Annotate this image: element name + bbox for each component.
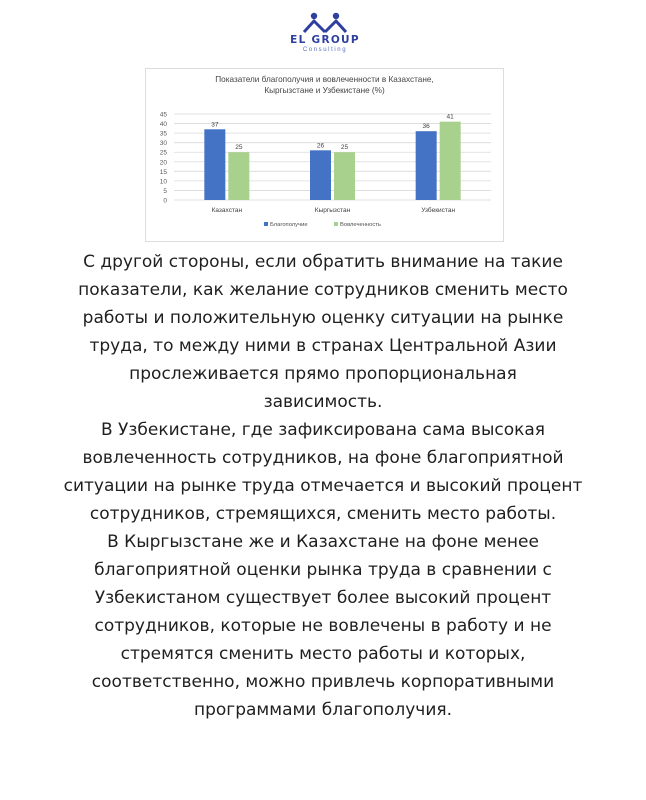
text-line: зависимость.	[263, 392, 383, 412]
y-tick-label: 30	[159, 140, 167, 148]
text-line: показатели, как желание сотрудников сменить место	[78, 280, 568, 300]
data-label: 37	[211, 121, 219, 129]
y-tick-label: 15	[159, 168, 167, 176]
paragraph	[38, 248, 608, 416]
y-tick-label: 45	[159, 111, 167, 119]
text-line: благоприятной оценки рынка труда в сравнении с	[94, 560, 552, 580]
bar	[416, 131, 437, 200]
text-line: вовлеченность сотрудников, на фоне благоприятной	[82, 448, 564, 468]
text-line: сотрудников, стремящихся, сменить место работы.	[89, 504, 557, 524]
legend-swatch	[264, 222, 268, 226]
chart-panel	[145, 68, 504, 242]
text-line: стремятся сменить место работы и которых,	[120, 644, 526, 664]
paragraph	[38, 528, 608, 724]
text-line: работы и положительную оценку ситуации на рынке	[82, 308, 564, 328]
data-label: 26	[316, 142, 325, 150]
text-line: Узбекистаном существует более высокий процент	[94, 588, 552, 608]
legend-swatch	[334, 222, 338, 226]
x-tick-label: Казахстан	[211, 207, 243, 214]
chart-title-line: Кыргызстане и Узбекистане (%)	[264, 86, 385, 95]
chart-title-line: Показатели благополучия и вовлеченности в Казахстане,	[215, 75, 434, 84]
article-text	[38, 248, 608, 724]
bar	[204, 129, 225, 200]
y-tick-label: 0	[163, 197, 167, 205]
people-logo-icon	[300, 12, 350, 34]
text-line: труда, то между ними в странах Центральной Азии	[89, 336, 557, 356]
data-label: 41	[446, 113, 454, 121]
y-tick-label: 35	[159, 130, 167, 138]
text-line: программами благополучия.	[193, 700, 453, 720]
text-line: сотрудников, которые не вовлечены в работу и не	[94, 616, 552, 636]
logo-name: EL GROUP	[290, 34, 360, 46]
bar	[440, 122, 461, 200]
y-tick-label: 10	[159, 178, 167, 186]
legend-label: Благополучие	[270, 222, 308, 228]
bar	[228, 152, 249, 200]
text-line: В Узбекистане, где зафиксирована сама высокая	[100, 420, 546, 440]
text-line: прослеживается прямо пропорциональная	[129, 364, 517, 384]
data-label: 25	[235, 144, 243, 152]
data-label: 36	[422, 123, 430, 131]
legend-label: Вовлеченность	[340, 222, 381, 228]
y-tick-label: 25	[159, 149, 167, 157]
x-tick-label: Узбекистан	[421, 207, 456, 214]
x-tick-label: Кыргызстан	[314, 207, 351, 214]
company-logo	[282, 12, 368, 68]
bar	[334, 152, 355, 200]
text-line: В Кыргызстане же и Казахстане на фоне менее	[107, 532, 539, 552]
bar	[310, 150, 331, 200]
y-tick-label: 40	[159, 121, 167, 129]
bar-chart	[146, 69, 503, 241]
y-tick-label: 5	[163, 187, 167, 195]
logo-subtitle: Consulting	[302, 47, 348, 53]
y-tick-label: 20	[159, 159, 167, 167]
text-line: С другой стороны, если обратить внимание на такие	[83, 252, 563, 272]
text-line: соответственно, можно привлечь корпоративными	[91, 672, 555, 692]
data-label: 25	[340, 144, 349, 152]
paragraph	[38, 416, 608, 528]
text-line: ситуации на рынке труда отмечается и высокий процент	[63, 476, 583, 496]
